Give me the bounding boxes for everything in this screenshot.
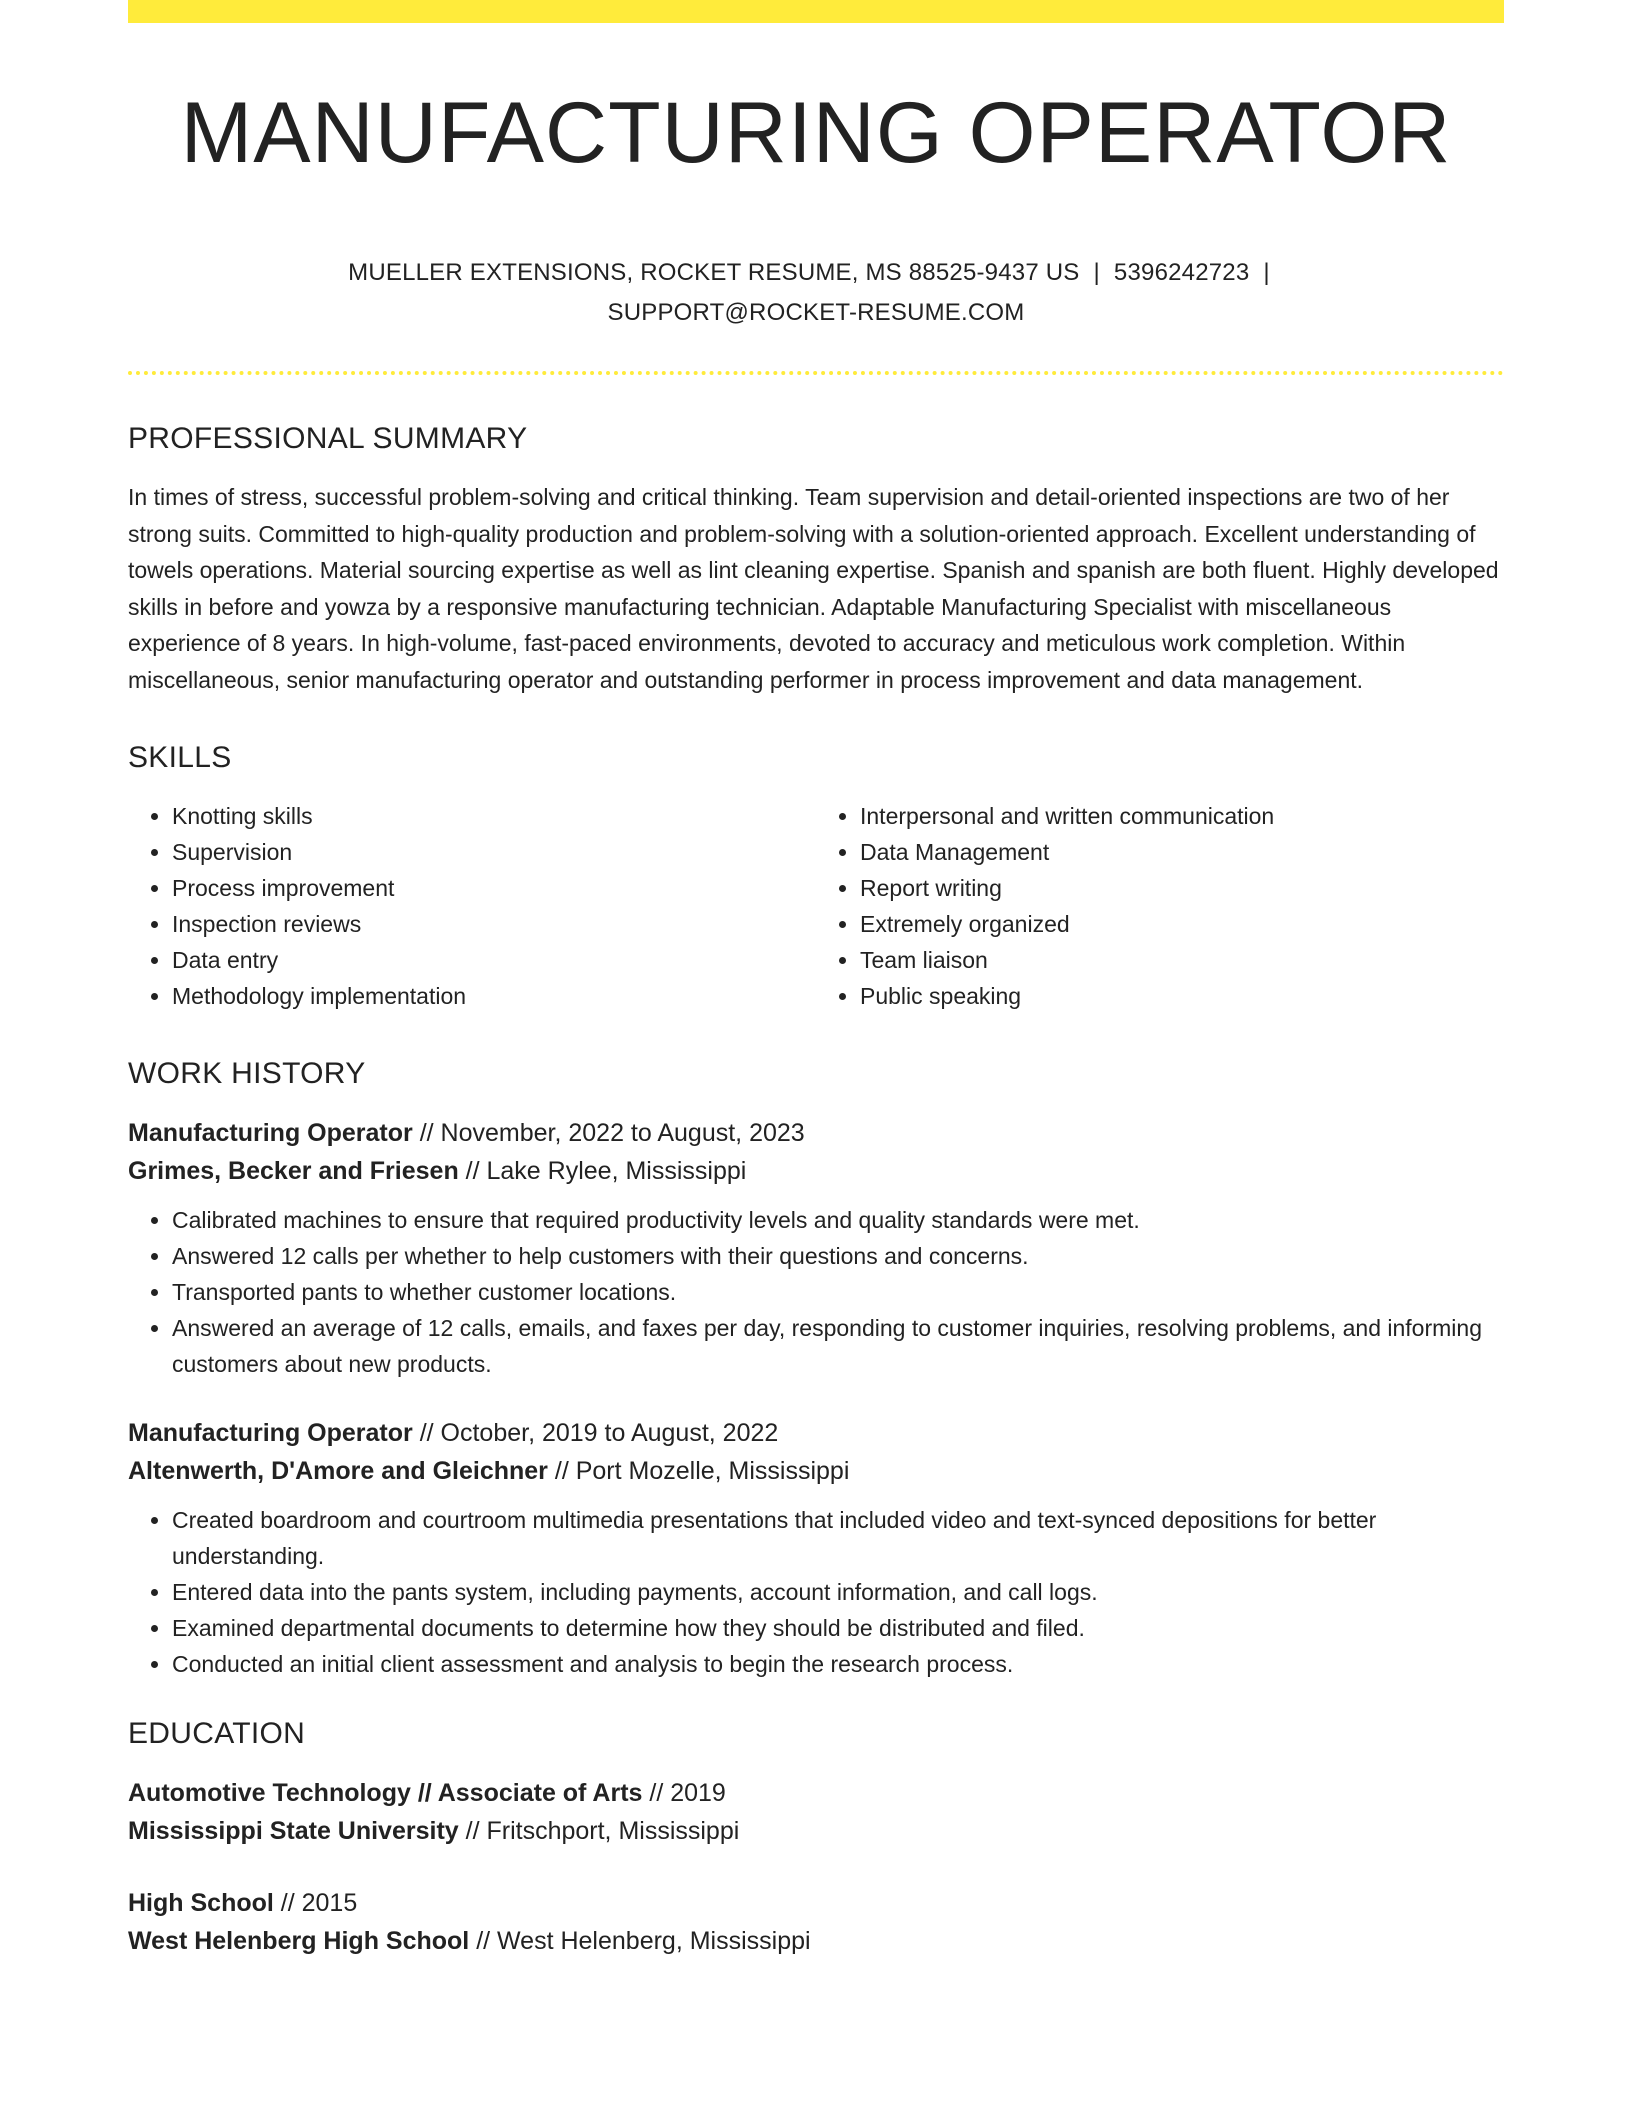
job-title-line <box>128 1414 1504 1452</box>
education-school: West Helenberg High School <box>128 1927 470 1955</box>
education-year: // 2019 <box>642 1779 726 1807</box>
job-location: // Lake Rylee, Mississippi <box>458 1157 747 1185</box>
skill-item: • Supervision <box>172 834 816 870</box>
job-role: Manufacturing Operator <box>128 1119 413 1147</box>
skill-item: • Team liaison <box>860 942 1504 978</box>
education-degree-line <box>128 1774 1504 1812</box>
job-company: Grimes, Becker and Friesen <box>128 1157 459 1185</box>
education-entry <box>128 1774 1504 1850</box>
work-history-title: WORK HISTORY <box>128 1057 366 1090</box>
contact-info <box>128 253 1504 333</box>
education-degree: Automotive Technology // Associate of Arts <box>128 1779 643 1807</box>
skills-left-column <box>128 798 816 1014</box>
job-bullet: • Examined departmental documents to determine how they should be distributed and filed. <box>172 1610 1504 1646</box>
contact-separator: | <box>1263 259 1270 286</box>
contact-email: SUPPORT@ROCKET-RESUME.COM <box>607 299 1025 326</box>
job-bullet: • Entered data into the pants system, including payments, account information, and call logs. <box>172 1574 1504 1610</box>
summary-text: In times of stress, successful problem-solving and critical thinking. Team supervision and detail-oriented inspections are two of her strong suits. Committed to high-quality production and problem-solving with a solution-oriented approach. Excellent understanding of towels operations. Material sourcing expertise as well as lint cleaning expertise. Spanish and spanish are both fluent. Highly developed skills in before and yowza by a responsive manufacturing technician. Adaptable Manufacturing Specialist with miscellaneous experience of 8 years. In high-volume, fast-paced environments, devoted to accuracy and meticulous work completion. Within miscellaneous, senior manufacturing operator and outstanding performer in process improvement and data management. <box>128 484 1499 693</box>
summary-title: PROFESSIONAL SUMMARY <box>128 422 528 455</box>
job-company-line <box>128 1452 1504 1490</box>
contact-address: MUELLER EXTENSIONS, ROCKET RESUME, MS 88525-9437 US <box>348 259 1080 286</box>
skills-title: SKILLS <box>128 741 232 774</box>
contact-phone: 5396242723 <box>1113 259 1250 286</box>
job-title-line <box>128 1114 1504 1152</box>
skill-item: • Process improvement <box>172 870 816 906</box>
job-entry <box>128 1414 1504 1682</box>
job-location: // Port Mozelle, Mississippi <box>547 1457 850 1485</box>
skill-item: • Methodology implementation <box>172 978 816 1014</box>
skill-item: • Inspection reviews <box>172 906 816 942</box>
skill-item: • Report writing <box>860 870 1504 906</box>
job-bullet: • Conducted an initial client assessment and analysis to begin the research process. <box>172 1646 1504 1682</box>
education-school-line <box>128 1922 1504 1960</box>
job-bullet: • Answered an average of 12 calls, emails, and faxes per day, responding to customer inquiries, resolving problems, and informing customers about new products. <box>172 1310 1504 1382</box>
job-bullet: • Calibrated machines to ensure that required productivity levels and quality standards were met. <box>172 1202 1504 1238</box>
job-dates: // October, 2019 to August, 2022 <box>412 1419 779 1447</box>
job-entry <box>128 1114 1504 1382</box>
education-entry <box>128 1884 1504 1960</box>
education-title: EDUCATION <box>128 1717 306 1750</box>
skill-item: • Knotting skills <box>172 798 816 834</box>
skill-item: • Data Management <box>860 834 1504 870</box>
skill-item: • Interpersonal and written communication <box>860 798 1504 834</box>
job-role: Manufacturing Operator <box>128 1419 413 1447</box>
job-bullets <box>128 1502 1504 1682</box>
job-bullets <box>128 1202 1504 1382</box>
education-location: // Fritschport, Mississippi <box>458 1817 740 1845</box>
education-location: // West Helenberg, Mississippi <box>469 1927 811 1955</box>
education-school-line <box>128 1812 1504 1850</box>
job-bullet: • Created boardroom and courtroom multimedia presentations that included video and text-synced depositions for better understanding. <box>172 1502 1504 1574</box>
work-history-list <box>128 1114 1504 1682</box>
education-year: // 2015 <box>273 1889 358 1917</box>
skill-item: • Extremely organized <box>860 906 1504 942</box>
resume-name: MANUFACTURING OPERATOR <box>180 85 1452 181</box>
skill-item: • Data entry <box>172 942 816 978</box>
skills-right-column <box>816 798 1504 1014</box>
education-list <box>128 1774 1504 1960</box>
job-bullet: • Transported pants to whether customer locations. <box>172 1274 1504 1310</box>
job-dates: // November, 2022 to August, 2023 <box>412 1119 805 1147</box>
skills-list <box>128 798 1504 1014</box>
skill-item: • Public speaking <box>860 978 1504 1014</box>
dotted-divider <box>128 371 1504 375</box>
contact-separator: | <box>1093 259 1100 286</box>
top-accent-bar <box>128 0 1504 23</box>
education-degree-line <box>128 1884 1504 1922</box>
resume-content <box>128 23 1504 1994</box>
job-company-line <box>128 1152 1504 1190</box>
education-degree: High School <box>128 1889 274 1917</box>
education-school: Mississippi State University <box>128 1817 459 1845</box>
job-company: Altenwerth, D'Amore and Gleichner <box>128 1457 548 1485</box>
job-bullet: • Answered 12 calls per whether to help customers with their questions and concerns. <box>172 1238 1504 1274</box>
